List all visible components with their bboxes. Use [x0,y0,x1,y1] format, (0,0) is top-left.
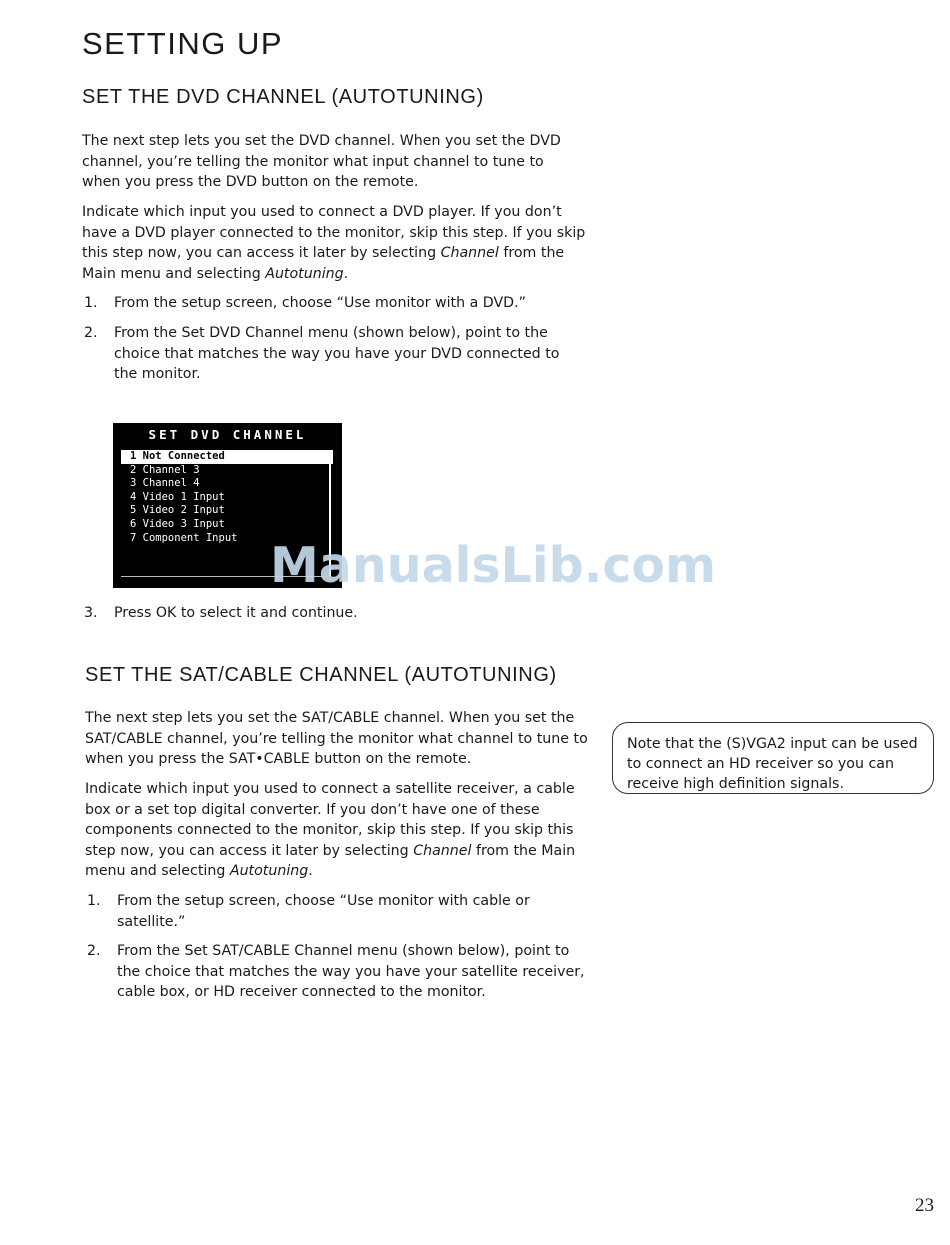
page-title: SETTING UP [82,26,284,61]
step-number: 2. [87,943,101,959]
step-text: From the Set DVD Channel menu (shown below), point to the choice that matches the way you have your DVD connected to the monitor. [114,325,560,382]
step-text: From the setup screen, choose “Use monitor with a DVD.” [114,295,526,311]
dvd-step-3 [84,603,584,623]
paragraph-line: have a DVD player connected to the monitor, skip this step. If you skip [82,224,586,241]
sat-intro-paragraph [85,708,588,770]
menu-item-component[interactable]: 7 Component Input [130,531,238,544]
step-number: 3. [84,605,98,621]
paragraph-line: menu and selecting Autotuning. [85,863,313,879]
menu-item-video-3[interactable]: 6 Video 3 Input [130,517,225,530]
sat-instructions-paragraph [85,779,575,882]
watermark-logo: ManualsLib.com [270,537,717,594]
menu-item-channel-3[interactable]: 2 Channel 3 [130,463,200,476]
page-number: 23 [915,1195,934,1216]
paragraph-line: when you press the DVD button on the remote. [82,174,419,190]
paragraph-line: Indicate which input you used to connect a DVD player. If you don’t [82,204,562,220]
paragraph-line: SAT/CABLE channel, you’re telling the monitor what channel to tune to [85,730,588,747]
autotuning-term: Autotuning [229,863,309,879]
dvd-intro-paragraph [82,131,561,193]
paragraph-line: box or a set top digital converter. If you don’t have one of these [85,801,540,818]
paragraph-line: channel, you’re telling the monitor what input channel to tune to [82,153,544,170]
sat-section-heading: SET THE SAT/CABLE CHANNEL (AUTOTUNING) [85,664,557,686]
menu-item-video-2[interactable]: 5 Video 2 Input [130,504,225,517]
paragraph-line: this step now, you can access it later by selecting Channel from the [82,245,565,261]
paragraph-line: The next step lets you set the DVD channel. When you set the DVD [82,133,561,149]
step-number: 1. [87,893,101,909]
channel-menu-term: Channel [413,842,472,859]
dvd-section-heading: SET THE DVD CHANNEL (AUTOTUNING) [82,86,484,108]
paragraph-line: components connected to the monitor, skip this step. If you skip this [85,822,574,838]
step-number: 2. [84,325,98,341]
step-text: From the setup screen, choose “Use monitor with cable or satellite.” [117,893,530,930]
menu-list [121,450,333,545]
channel-menu-term: Channel [440,245,499,261]
paragraph-line: Indicate which input you used to connect a satellite receiver, a cable [85,781,575,797]
menu-item-channel-4[interactable]: 3 Channel 4 [130,477,200,490]
menu-item-video-1[interactable]: 4 Video 1 Input [130,490,225,503]
sat-step-2 [87,941,587,1003]
autotuning-term: Autotuning [265,265,344,282]
paragraph-line: Main menu and selecting Autotuning. [82,265,349,282]
dvd-step-2 [84,323,584,385]
step-text: Press OK to select it and continue. [114,605,358,621]
note-text: Note that the (S)VGA2 input can be used to connect an HD receiver so you can receive high definition signals. [627,736,918,792]
menu-title: SET DVD CHANNEL [148,427,307,442]
note-callout [612,722,934,794]
dvd-step-1 [84,293,584,313]
sat-step-1 [87,891,587,933]
menu-item-not-connected[interactable]: 1 Not Connected [121,450,333,464]
step-number: 1. [84,295,98,311]
step-text: From the Set SAT/CABLE Channel menu (shown below), point to the choice that matches the way you have your satellite receiver, cable box, or HD receiver connected to the monitor. [117,943,585,1000]
paragraph-line: step now, you can access it later by selecting Channel from the Main [85,842,576,859]
dvd-instructions-paragraph [82,202,585,284]
paragraph-line: The next step lets you set the SAT/CABLE channel. When you set the [85,710,575,726]
paragraph-line: when you press the SAT•CABLE button on the remote. [85,751,472,767]
